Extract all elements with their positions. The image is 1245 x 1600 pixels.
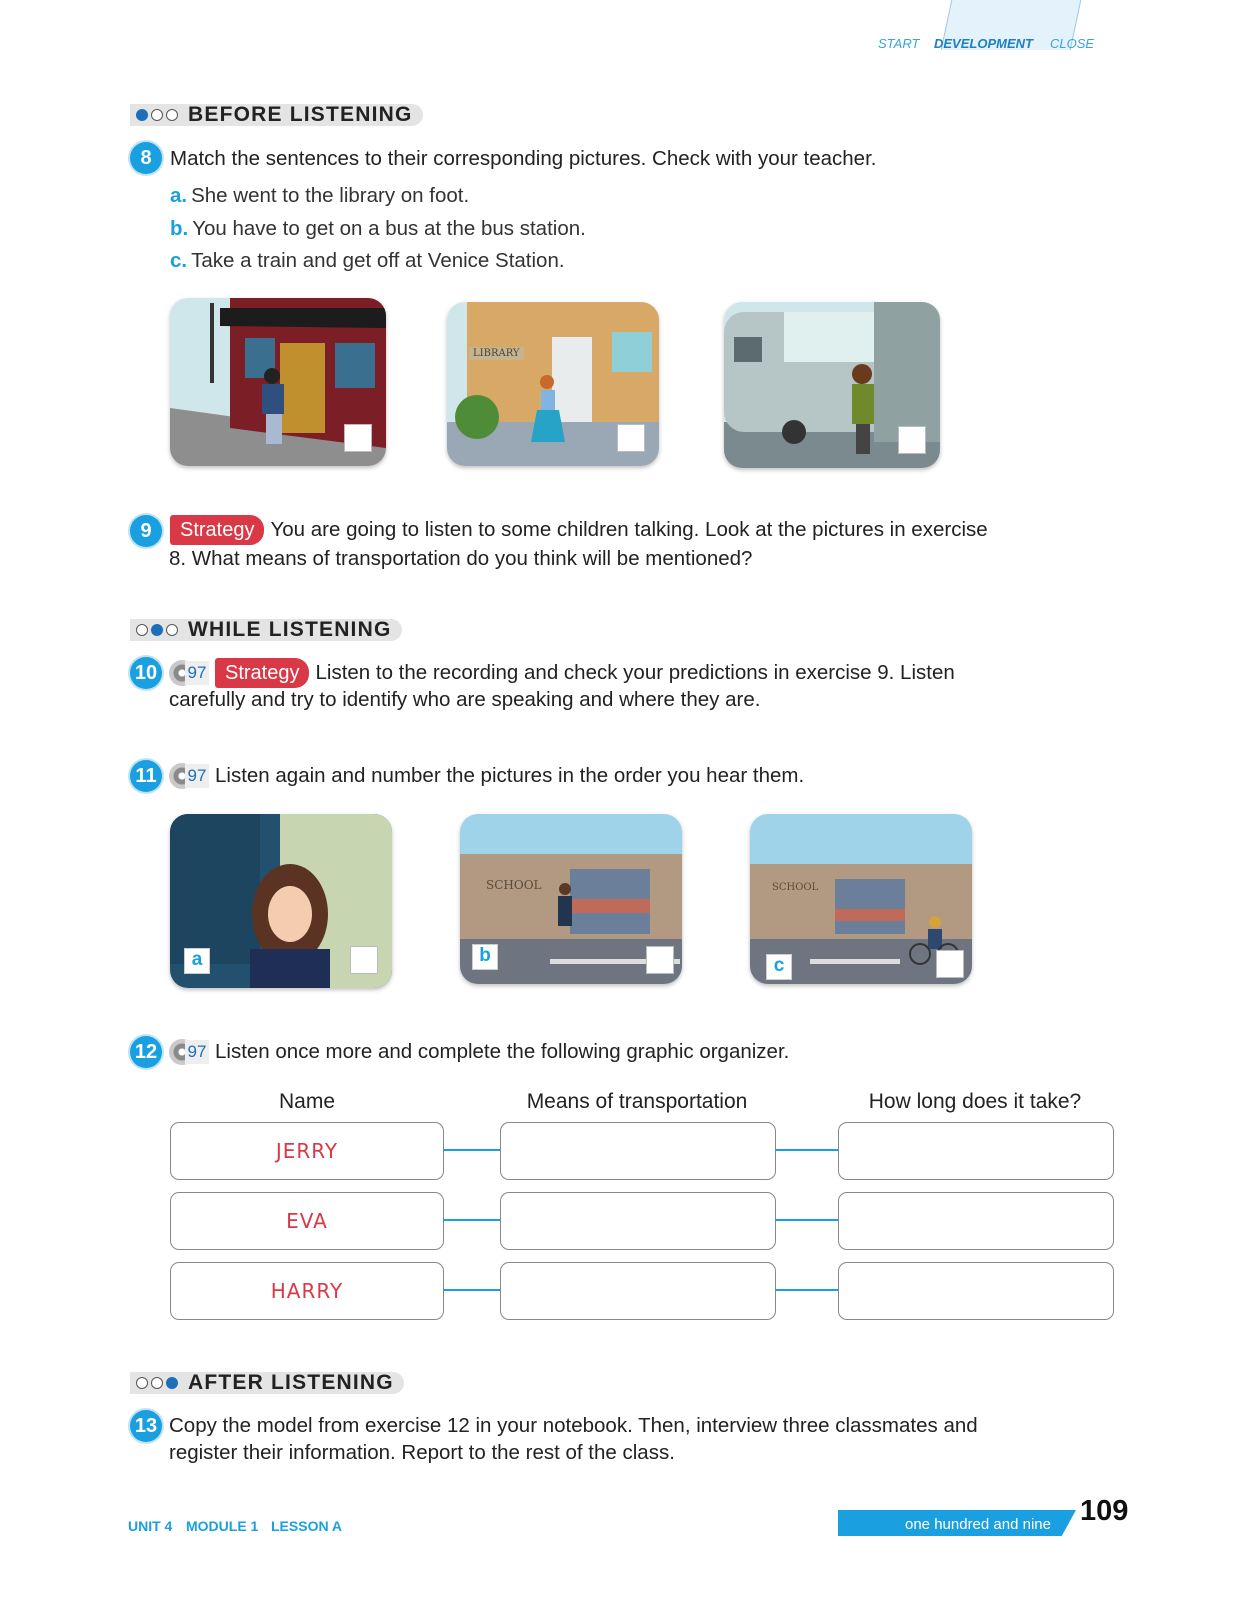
exercise-number: 12: [130, 1036, 162, 1068]
exercise-9-line-1: Strategy You are going to listen to some children talking. Look at the pictures in exercise: [170, 515, 988, 545]
cycling-to-school-picture: [750, 814, 972, 984]
page-number-words: one hundred and nine: [905, 1516, 1051, 1533]
library-picture: [447, 302, 659, 466]
section-title: WHILE LISTENING: [188, 618, 392, 641]
audio-track-icon[interactable]: [169, 760, 209, 792]
picture-tag-b: b: [472, 944, 498, 970]
track-number: 97: [185, 764, 209, 788]
nav-start[interactable]: START: [878, 36, 920, 51]
connector-line: [443, 1149, 500, 1151]
exercise-12-instruction: Listen once more and complete the following graphic organizer.: [215, 1040, 790, 1063]
section-before-listening: [130, 104, 423, 126]
strategy-badge: Strategy: [215, 658, 309, 688]
track-number: 97: [185, 661, 209, 685]
school-sign: SCHOOL: [486, 878, 542, 892]
track-number: 97: [185, 1040, 209, 1064]
section-after-listening: [130, 1372, 404, 1394]
time-input[interactable]: [838, 1122, 1114, 1180]
answer-checkbox[interactable]: [350, 946, 378, 974]
footer-lesson: LESSON A: [271, 1518, 343, 1534]
column-header-name: Name: [278, 1090, 336, 1113]
column-header-time: How long does it take?: [868, 1090, 1082, 1113]
exercise-10-line-1: Strategy Listen to the recording and check your predictions in exercise 9. Listen: [215, 658, 955, 688]
exercise-number: 13: [130, 1410, 162, 1442]
audio-track-icon[interactable]: [169, 657, 209, 689]
exercise-8-instruction: Match the sentences to their corresponding pictures. Check with your teacher.: [170, 147, 877, 170]
footer-module: MODULE 1: [186, 1518, 259, 1534]
nav-development[interactable]: DEVELOPMENT: [934, 36, 1033, 51]
name-box: EVA: [170, 1192, 444, 1250]
bus-picture: [724, 302, 940, 468]
train-picture: [170, 298, 386, 466]
library-sign: LIBRARY: [469, 347, 524, 360]
connector-line: [775, 1289, 838, 1291]
audio-track-icon[interactable]: [169, 1036, 209, 1068]
transportation-input[interactable]: [500, 1192, 776, 1250]
connector-line: [775, 1149, 838, 1151]
girl-on-bus-picture: [170, 814, 392, 988]
nav-close[interactable]: CLOSE: [1050, 36, 1095, 51]
strategy-badge: Strategy: [170, 515, 264, 545]
footer-unit: UNIT 4: [128, 1518, 173, 1534]
exercise-8-item-c: c. Take a train and get off at Venice Station.: [170, 249, 565, 272]
picture-tag-a: a: [184, 948, 210, 974]
time-input[interactable]: [838, 1262, 1114, 1320]
exercise-10-line-2: carefully and try to identify who are speaking and where they are.: [169, 688, 761, 711]
connector-line: [775, 1219, 838, 1221]
transportation-input[interactable]: [500, 1122, 776, 1180]
exercise-11-instruction: Listen again and number the pictures in the order you hear them.: [215, 764, 805, 787]
name-box: JERRY: [170, 1122, 444, 1180]
answer-checkbox[interactable]: [936, 950, 964, 978]
answer-checkbox[interactable]: [344, 424, 372, 452]
connector-line: [443, 1289, 500, 1291]
answer-checkbox[interactable]: [646, 946, 674, 974]
section-title: BEFORE LISTENING: [188, 103, 413, 126]
exercise-8-item-a: a. She went to the library on foot.: [170, 184, 470, 207]
column-header-transportation: Means of transportation: [526, 1090, 748, 1113]
answer-checkbox[interactable]: [898, 426, 926, 454]
exercise-13-line-1: Copy the model from exercise 12 in your notebook. Then, interview three classmates and: [169, 1414, 978, 1437]
transportation-input[interactable]: [500, 1262, 776, 1320]
page-number: 109: [1080, 1495, 1129, 1527]
name-box: HARRY: [170, 1262, 444, 1320]
exercise-number: 11: [130, 760, 162, 792]
school-sign: SCHOOL: [772, 882, 819, 893]
walking-to-school-picture: [460, 814, 682, 984]
section-title: AFTER LISTENING: [188, 1371, 394, 1394]
picture-tag-c: c: [766, 954, 792, 980]
connector-line: [443, 1219, 500, 1221]
answer-checkbox[interactable]: [617, 424, 645, 452]
exercise-number: 8: [130, 142, 162, 174]
exercise-9-line-2: 8. What means of transportation do you think will be mentioned?: [169, 547, 753, 570]
time-input[interactable]: [838, 1192, 1114, 1250]
exercise-8-item-b: b. You have to get on a bus at the bus station.: [170, 217, 586, 240]
exercise-number: 9: [130, 515, 162, 547]
section-while-listening: [130, 619, 402, 641]
exercise-13-line-2: register their information. Report to the rest of the class.: [169, 1441, 675, 1464]
exercise-number: 10: [130, 657, 162, 689]
